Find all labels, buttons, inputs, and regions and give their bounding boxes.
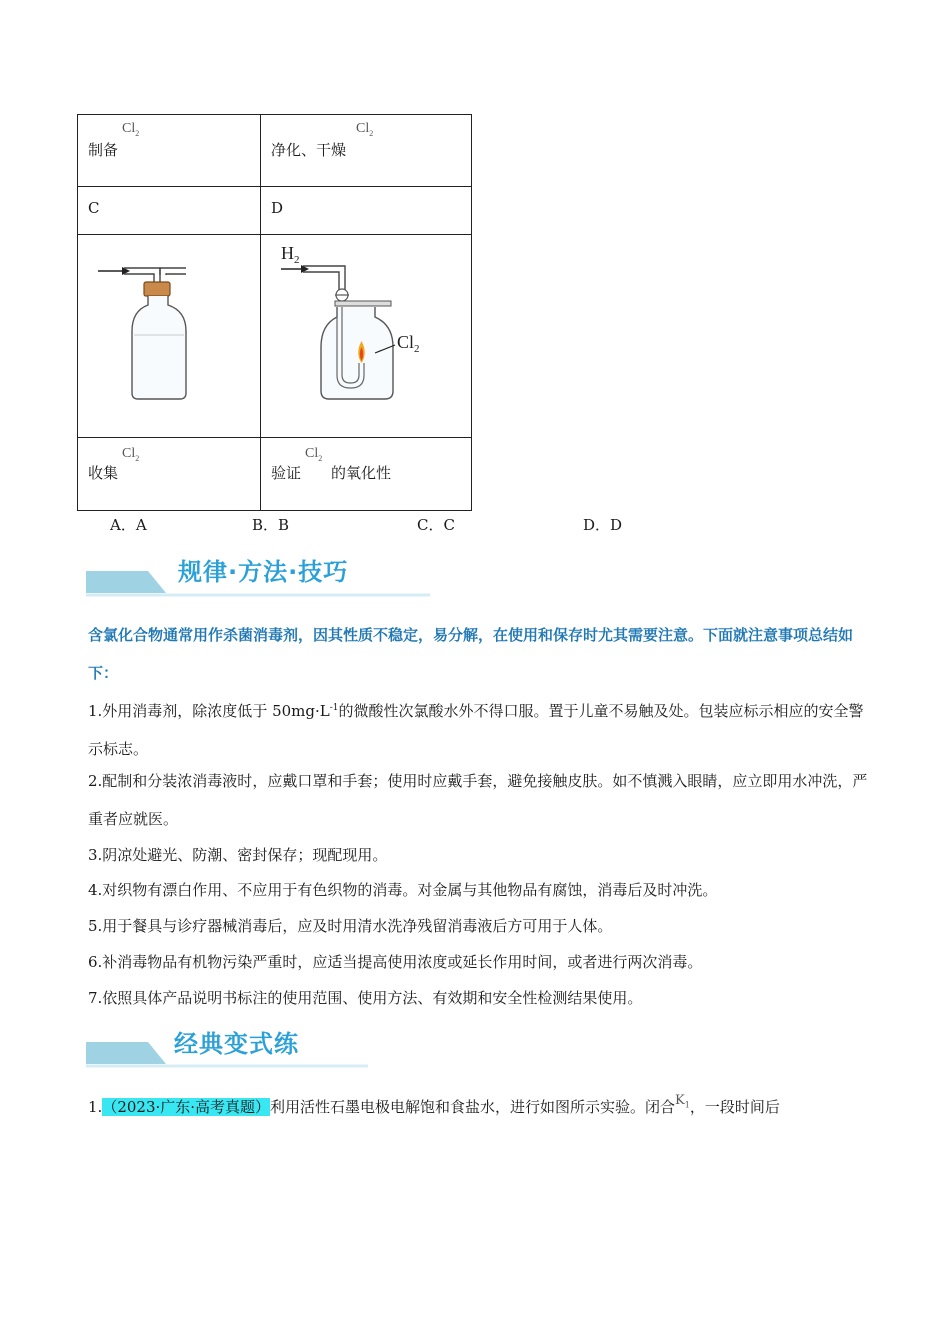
note-item-5: 5.用于餐具与诊疗器械消毒后，应及时用清水洗净残留消毒液后方可用于人体。 xyxy=(88,917,613,935)
choice-a[interactable]: A．A xyxy=(110,516,147,534)
intro-paragraph: 含氯化合物通常用作杀菌消毒剂，因其性质不稳定，易分解，在使用和保存时尤其需要注意。下面就注意事项总结如下： xyxy=(88,626,854,682)
note-item-6: 6.补消毒物品有机物污染严重时，应适当提高使用浓度或延长作用时间，或者进行两次消毒。 xyxy=(88,953,703,971)
svg-text:H2: $H_2$ xyxy=(281,243,300,266)
hydrogen-burning-in-chlorine-diagram xyxy=(271,235,471,433)
question-1 xyxy=(88,1093,780,1118)
chem-formula: $Cl_2$ xyxy=(122,446,140,463)
note-item-3: 3.阴凉处避光、防潮、密封保存；现配现用。 xyxy=(88,846,388,864)
switch-k1-symbol: $K_1$ xyxy=(675,1093,690,1110)
cell-option-d xyxy=(261,187,472,235)
question-number: 1. xyxy=(88,1098,103,1116)
note-item-1: 1.外用消毒剂，除浓度低于 $50mg\cdot L^{-1}$的微酸性次氯酸水外不得口服。置于儿童不易触及处。包装应标示相应的安全警示标志。 xyxy=(88,702,864,758)
cell-label: C xyxy=(88,199,100,217)
chem-formula: $Cl_2$ xyxy=(305,446,323,463)
gas-collection-bottle-diagram xyxy=(88,235,260,433)
cell-label: 制备 xyxy=(88,141,119,159)
cell-purify-dry-cl2 xyxy=(261,115,472,187)
choice-c[interactable]: C．C xyxy=(417,516,455,534)
cell-verify-oxidation xyxy=(261,438,472,511)
note-item-7: 7.依照具体产品说明书标注的使用范围、使用方法、有效期和安全性检测结果使用。 xyxy=(88,989,643,1007)
choice-d[interactable]: D．D xyxy=(583,516,623,534)
cell-apparatus-d xyxy=(261,235,472,438)
chem-formula: $Cl_2$ xyxy=(122,121,140,138)
cell-option-c xyxy=(78,187,261,235)
cell-apparatus-c xyxy=(78,235,261,438)
cell-label: D xyxy=(271,199,284,217)
question-source-badge: （2023·广东·高考真题） xyxy=(102,1098,271,1116)
options-table xyxy=(77,114,472,511)
svg-text:Cl2: $Cl_2$ xyxy=(397,332,420,355)
cell-label-suffix: 的氧化性 xyxy=(331,464,392,482)
cell-label: 收集 xyxy=(88,464,119,482)
question-text: 利用活性石墨电极电解饱和食盐水，进行如图所示实验。闭合 xyxy=(270,1098,676,1116)
cell-prepare-cl2 xyxy=(78,115,261,187)
note-item-4: 4.对织物有漂白作用、不应用于有色织物的消毒。对金属与其他物品有腐蚀，消毒后及时冲洗。 xyxy=(88,881,718,899)
section-title-practice: 经典变式练 xyxy=(174,1030,299,1058)
question-text-cont: ，一段时间后 xyxy=(689,1098,780,1116)
cell-label: 验证 xyxy=(271,464,302,482)
cell-label: 净化、干燥 xyxy=(271,141,347,159)
chem-formula: $Cl_2$ xyxy=(356,121,374,138)
note-item-2: 2.配制和分装浓消毒液时，应戴口罩和手套；使用时应戴手套，避免接触皮肤。如不慎溅入眼睛，应立即用水冲洗，严重者应就医。 xyxy=(88,772,868,828)
cell-collect-cl2 xyxy=(78,438,261,511)
section-title-methods: 规律·方法·技巧 xyxy=(178,558,349,586)
choice-b[interactable]: B．B xyxy=(252,516,290,534)
